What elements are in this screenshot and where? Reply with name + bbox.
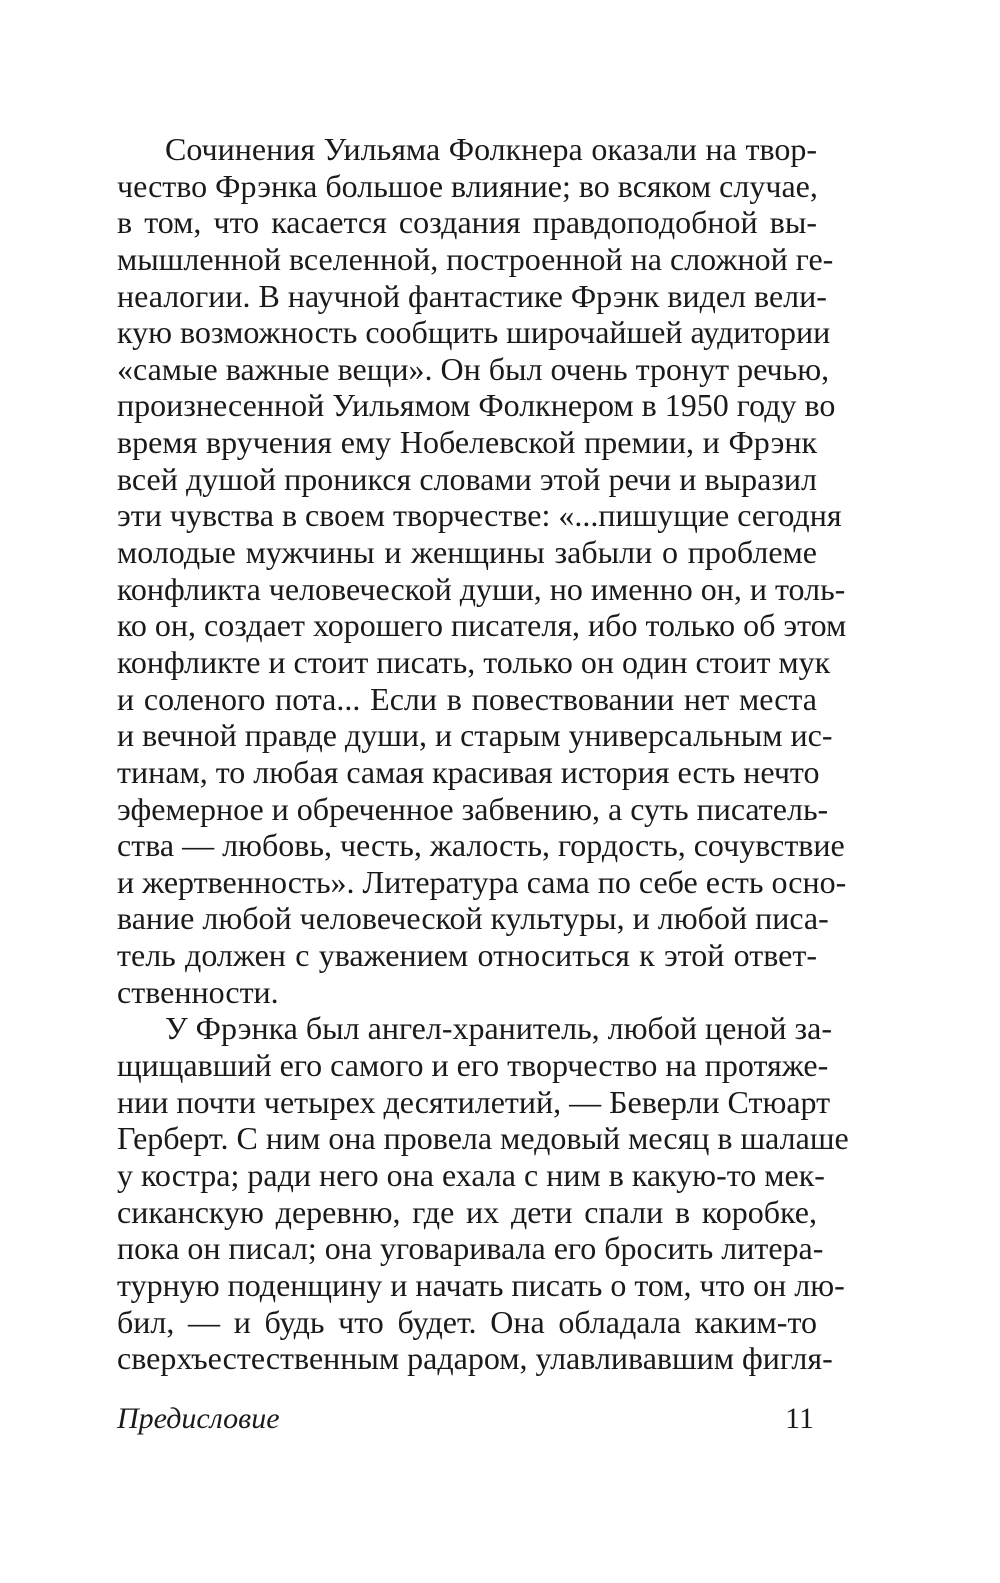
- running-footer-title: Предисловие: [117, 1402, 280, 1435]
- text-block: [117, 131, 849, 1377]
- text-line: сиканскую деревню, где их дети спали в коробке,: [117, 1193, 817, 1230]
- text-line: молодые мужчины и женщины забыли о проблеме: [117, 534, 817, 571]
- text-line: Сочинения Уильяма Фолкнера оказали на твор-: [165, 131, 817, 167]
- text-line: Герберт. С ним она провела медовый месяц в шалаше: [117, 1120, 849, 1157]
- page-number: 11: [785, 1402, 814, 1435]
- text-line: конфликте и стоит писать, только он один стоит мук: [117, 643, 831, 680]
- text-line: конфликта человеческой души, но именно он, и толь-: [117, 570, 846, 607]
- text-line: сверхъестественным радаром, улавливавшим фигля-: [117, 1340, 833, 1377]
- text-line: мышленной вселенной, построенной на сложной ге-: [117, 240, 834, 277]
- text-line: и вечной правде души, и старым универсальным ис-: [117, 717, 833, 754]
- page-footer: [117, 1399, 817, 1439]
- text-line: и соленого пота... Если в повествовании нет места: [117, 680, 817, 717]
- text-line: время вручения ему Нобелевской премии, и Фрэнк: [117, 424, 817, 461]
- text-line: щищавший его самого и его творчество на протяже-: [117, 1047, 829, 1084]
- text-line: нии почти четырех десятилетий, — Беверли Стюарт: [117, 1083, 831, 1120]
- text-line: эти чувства в своем творчестве: «...пишущие сегодня: [117, 497, 842, 534]
- text-line: ства — любовь, честь, жалость, гордость, сочувствие: [117, 827, 845, 864]
- text-line: у костра; ради него она ехала с ним в какую-то мек-: [117, 1156, 825, 1193]
- text-line: вание любой человеческой культуры, и любой писа-: [117, 900, 829, 937]
- text-line: кую возможность сообщить широчайшей аудитории: [117, 314, 831, 351]
- text-line: чество Фрэнка большое влияние; во всяком случае,: [117, 167, 818, 204]
- text-line: тинам, то любая самая красивая история есть нечто: [117, 753, 820, 790]
- text-line: эфемерное и обреченное забвению, а суть писатель-: [117, 790, 829, 827]
- text-line: тель должен с уважением относиться к этой ответ-: [117, 937, 817, 974]
- text-line: бил, — и будь что будет. Она обладала каким-то: [117, 1303, 817, 1340]
- text-line: произнесенной Уильямом Фолкнером в 1950 году во: [117, 387, 836, 424]
- text-line: «самые важные вещи». Он был очень тронут речью,: [117, 350, 830, 387]
- text-line: У Фрэнка был ангел-хранитель, любой ценой за-: [165, 1010, 833, 1047]
- text-line: ственности.: [117, 973, 279, 1010]
- paragraph-1: [117, 131, 847, 1010]
- text-line: пока он писал; она уговаривала его бросить литера-: [117, 1230, 824, 1267]
- text-line: всей душой проникся словами этой речи и выразил: [117, 460, 817, 497]
- text-line: и жертвенность». Литература сама по себе есть осно-: [117, 863, 847, 900]
- text-line: в том, что касается создания правдоподобной вы-: [117, 204, 817, 241]
- paragraph-2: [117, 1010, 849, 1377]
- text-line: турную поденщину и начать писать о том, что он лю-: [117, 1266, 845, 1303]
- text-line: ко он, создает хорошего писателя, ибо только об этом: [117, 607, 847, 644]
- text-line: неалогии. В научной фантастике Фрэнк видел вели-: [117, 277, 827, 314]
